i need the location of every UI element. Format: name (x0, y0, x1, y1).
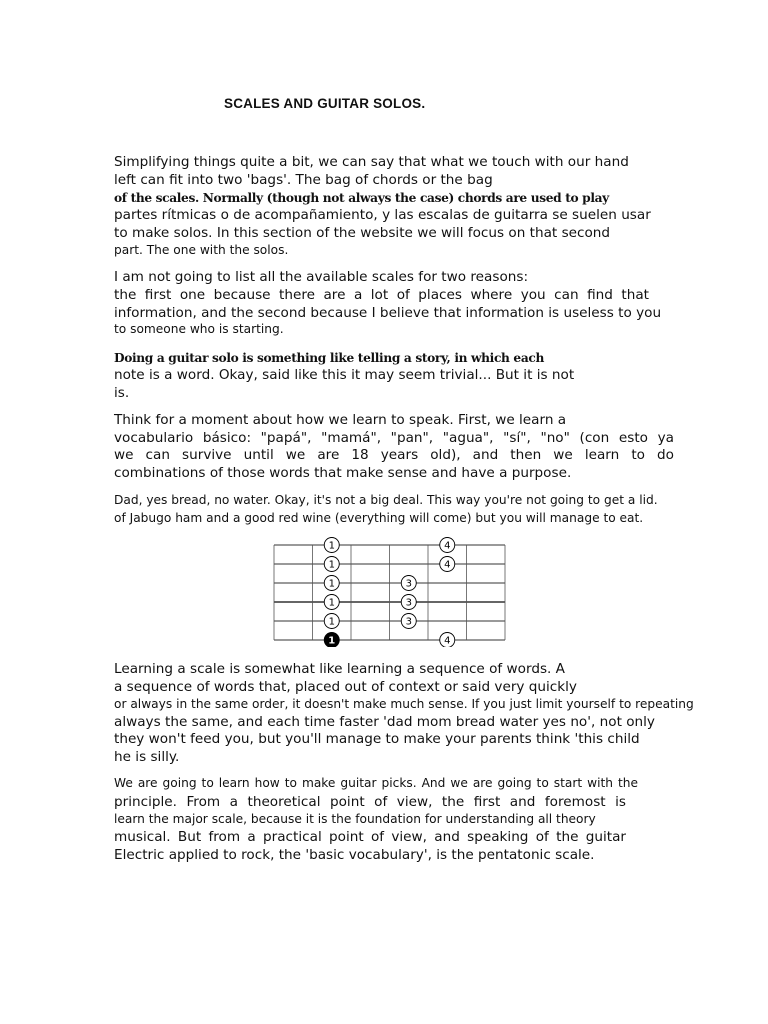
text-line: learn the major scale, because it is the foundation for understanding all theory (114, 812, 596, 826)
text-line: is. (114, 385, 130, 401)
text-line: a sequence of words that, placed out of context or said very quickly (114, 679, 577, 695)
note-label: 4 (444, 559, 451, 571)
note-label: 1 (328, 540, 335, 552)
text-line: I am not going to list all the available scales for two reasons: (114, 269, 529, 285)
note-label: 3 (405, 578, 412, 590)
text-line: note is a word. Okay, said like this it may seem trivial... But it is not (114, 367, 575, 383)
note-label: 1 (328, 635, 336, 647)
text-line: of Jabugo ham and a good red wine (everything will come) but you will manage to eat. (114, 511, 644, 525)
text-line: Simplifying things quite a bit, we can say that what we touch with our hand (114, 154, 629, 170)
text-line: We are going to learn how to make guitar picks. And we are going to start with the (114, 776, 638, 790)
text-line: musical. But from a practical point of view, and speaking of the guitar (114, 829, 626, 845)
page-title: SCALES AND GUITAR SOLOS. (224, 96, 426, 111)
note-label: 1 (328, 578, 335, 590)
note-label: 4 (444, 540, 451, 552)
fretboard-diagram (270, 535, 510, 647)
text-line: or always in the same order, it doesn't make much sense. If you just limit yourself to repeating (114, 697, 694, 711)
text-line: the first one because there are a lot of places where you can find that (114, 287, 649, 303)
text-line: vocabulario básico: "papá", "mamá", "pan", "agua", "sí", "no" (con esto ya (114, 430, 674, 446)
text-line: Electric applied to rock, the 'basic vocabulary', is the pentatonic scale. (114, 847, 595, 863)
fretboard-grid (274, 545, 505, 640)
text-line: principle. From a theoretical point of view, the first and foremost is (114, 794, 626, 810)
text-line: of the scales. Normally (though not always the case) chords are used to play (114, 191, 609, 205)
text-line: partes rítmicas o de acompañamiento, y las escalas de guitarra se suelen usar (114, 207, 651, 223)
note-label: 4 (444, 635, 451, 647)
text-line: they won't feed you, but you'll manage to make your parents think 'this child (114, 731, 640, 747)
text-line: Think for a moment about how we learn to speak. First, we learn a (114, 412, 567, 428)
text-line: part. The one with the solos. (114, 243, 289, 257)
text-line: Dad, yes bread, no water. Okay, it's not a big deal. This way you're not going to get a lid. (114, 493, 658, 507)
note-label: 1 (328, 597, 335, 609)
note-label: 3 (405, 597, 412, 609)
text-line: he is silly. (114, 749, 180, 765)
text-line: always the same, and each time faster 'dad mom bread water yes no', not only (114, 714, 655, 730)
text-line: to someone who is starting. (114, 322, 284, 336)
text-line: information, and the second because I believe that information is useless to you (114, 305, 662, 321)
note-label: 3 (405, 616, 412, 628)
text-line: we can survive until we are 18 years old), and then we learn to do (114, 447, 674, 463)
text-line: Doing a guitar solo is something like telling a story, in which each (114, 351, 544, 365)
text-line: to make solos. In this section of the website we will focus on that second (114, 225, 611, 241)
text-line: Learning a scale is somewhat like learning a sequence of words. A (114, 661, 565, 677)
text-line: combinations of those words that make sense and have a purpose. (114, 465, 572, 481)
text-line: left can fit into two 'bags'. The bag of chords or the bag (114, 172, 493, 188)
note-label: 1 (328, 616, 335, 628)
note-label: 1 (328, 559, 335, 571)
